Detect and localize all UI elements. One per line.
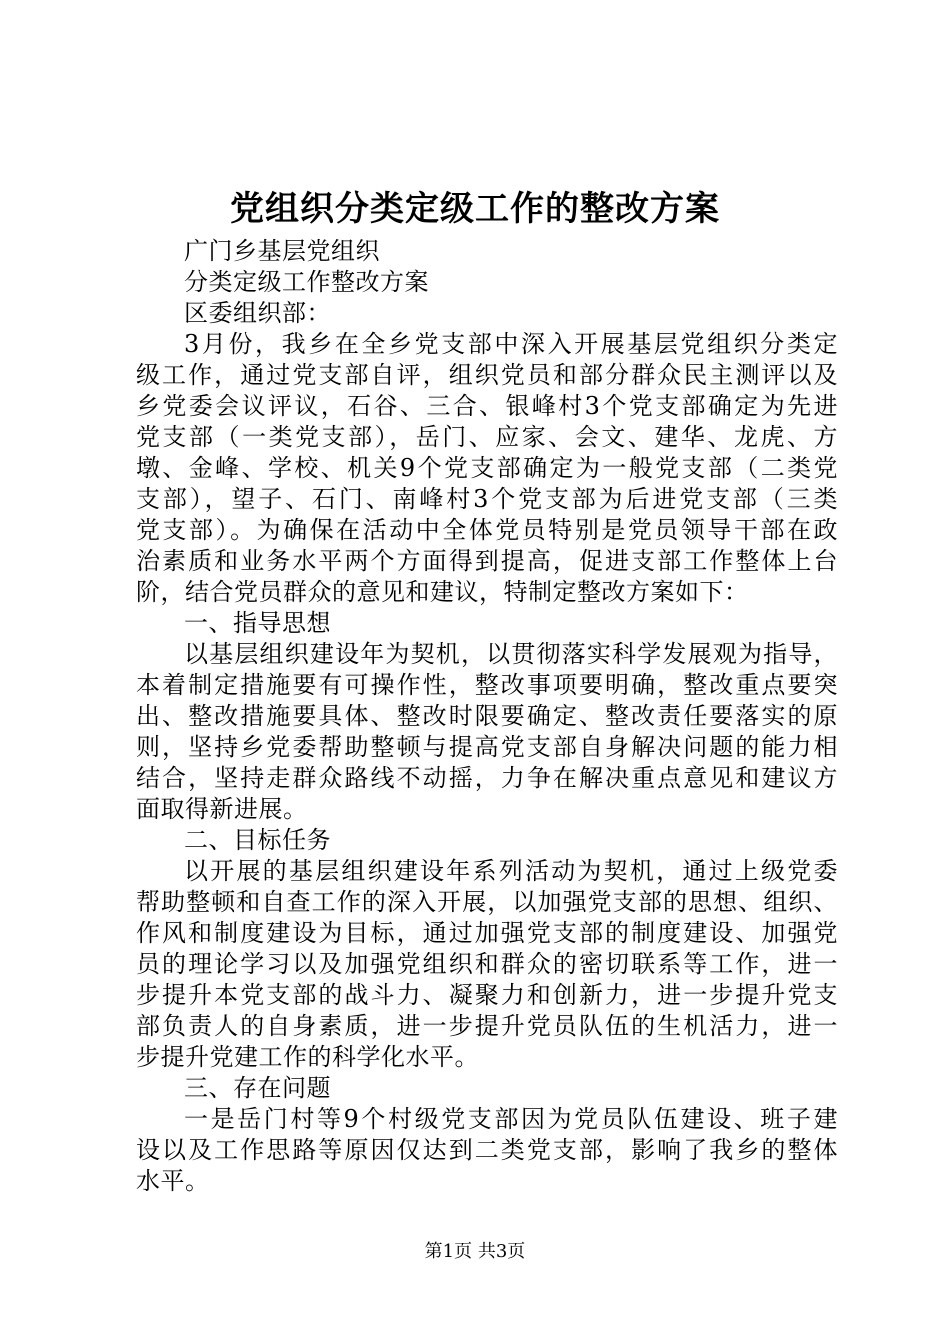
text-line: 分类定级工作整改方案 [184,268,429,296]
text-line: 结合，坚持走群众路线不动摇，力争在解决重点意见和建议方 [136,764,838,792]
text-line: 三、存在问题 [184,1074,331,1102]
text-line: 区委组织部： [184,299,331,327]
text-line: 设以及工作思路等原因仅达到二类党支部，影响了我乡的整体 [136,1136,838,1164]
text-line: 墩、金峰、学校、机关9个党支部确定为一般党支部（二类党 [136,454,838,482]
text-line: 部负责人的自身素质，进一步提升党员队伍的生机活力，进一 [136,1012,838,1040]
text-line: 党支部）。为确保在活动中全体党员特别是党员领导干部在政 [136,516,838,544]
text-line: 步提升党建工作的科学化水平。 [136,1043,479,1071]
text-line: 员的理论学习以及加强党组织和群众的密切联系等工作，进一 [136,950,838,978]
text-line: 帮助整顿和自查工作的深入开展，以加强党支部的思想、组织、 [136,888,838,916]
text-line: 二、目标任务 [184,826,331,854]
text-line: 以基层组织建设年为契机，以贯彻落实科学发展观为指导， [184,640,838,668]
text-line: 则，坚持乡党委帮助整顿与提高党支部自身解决问题的能力相 [136,733,838,761]
text-line: 一、指导思想 [184,609,331,637]
document-body [136,236,838,1197]
text-line: 作风和制度建设为目标，通过加强党支部的制度建设、加强党 [136,919,838,947]
text-line: 一是岳门村等9个村级党支部因为党员队伍建设、班子建 [184,1105,838,1133]
text-line: 阶，结合党员群众的意见和建议，特制定整改方案如下： [136,578,749,606]
text-line: 水平。 [136,1167,210,1195]
text-line: 本着制定措施要有可操作性，整改事项要明确，整改重点要突 [136,671,838,699]
text-line: 面取得新进展。 [136,795,308,823]
text-line: 支部），望子、石门、南峰村3个党支部为后进党支部（三类 [136,485,838,513]
text-line: 乡党委会议评议，石谷、三合、银峰村3个党支部确定为先进 [136,392,838,420]
text-line: 治素质和业务水平两个方面得到提高，促进支部工作整体上台 [136,547,838,575]
text-line: 3月份，我乡在全乡党支部中深入开展基层党组织分类定 [184,330,838,358]
text-line: 步提升本党支部的战斗力、凝聚力和创新力，进一步提升党支 [136,981,838,1009]
text-line: 广门乡基层党组织 [184,237,380,265]
page-footer: 第1页 共3页 [424,1241,526,1262]
text-line: 以开展的基层组织建设年系列活动为契机，通过上级党委 [184,857,838,885]
text-line: 党支部（一类党支部），岳门、应家、会文、建华、龙虎、方 [136,423,838,451]
text-line: 出、整改措施要具体、整改时限要确定、整改责任要落实的原 [136,702,838,730]
document-title: 党组织分类定级工作的整改方案 [230,189,720,229]
text-line: 级工作，通过党支部自评，组织党员和部分群众民主测评以及 [136,361,838,389]
